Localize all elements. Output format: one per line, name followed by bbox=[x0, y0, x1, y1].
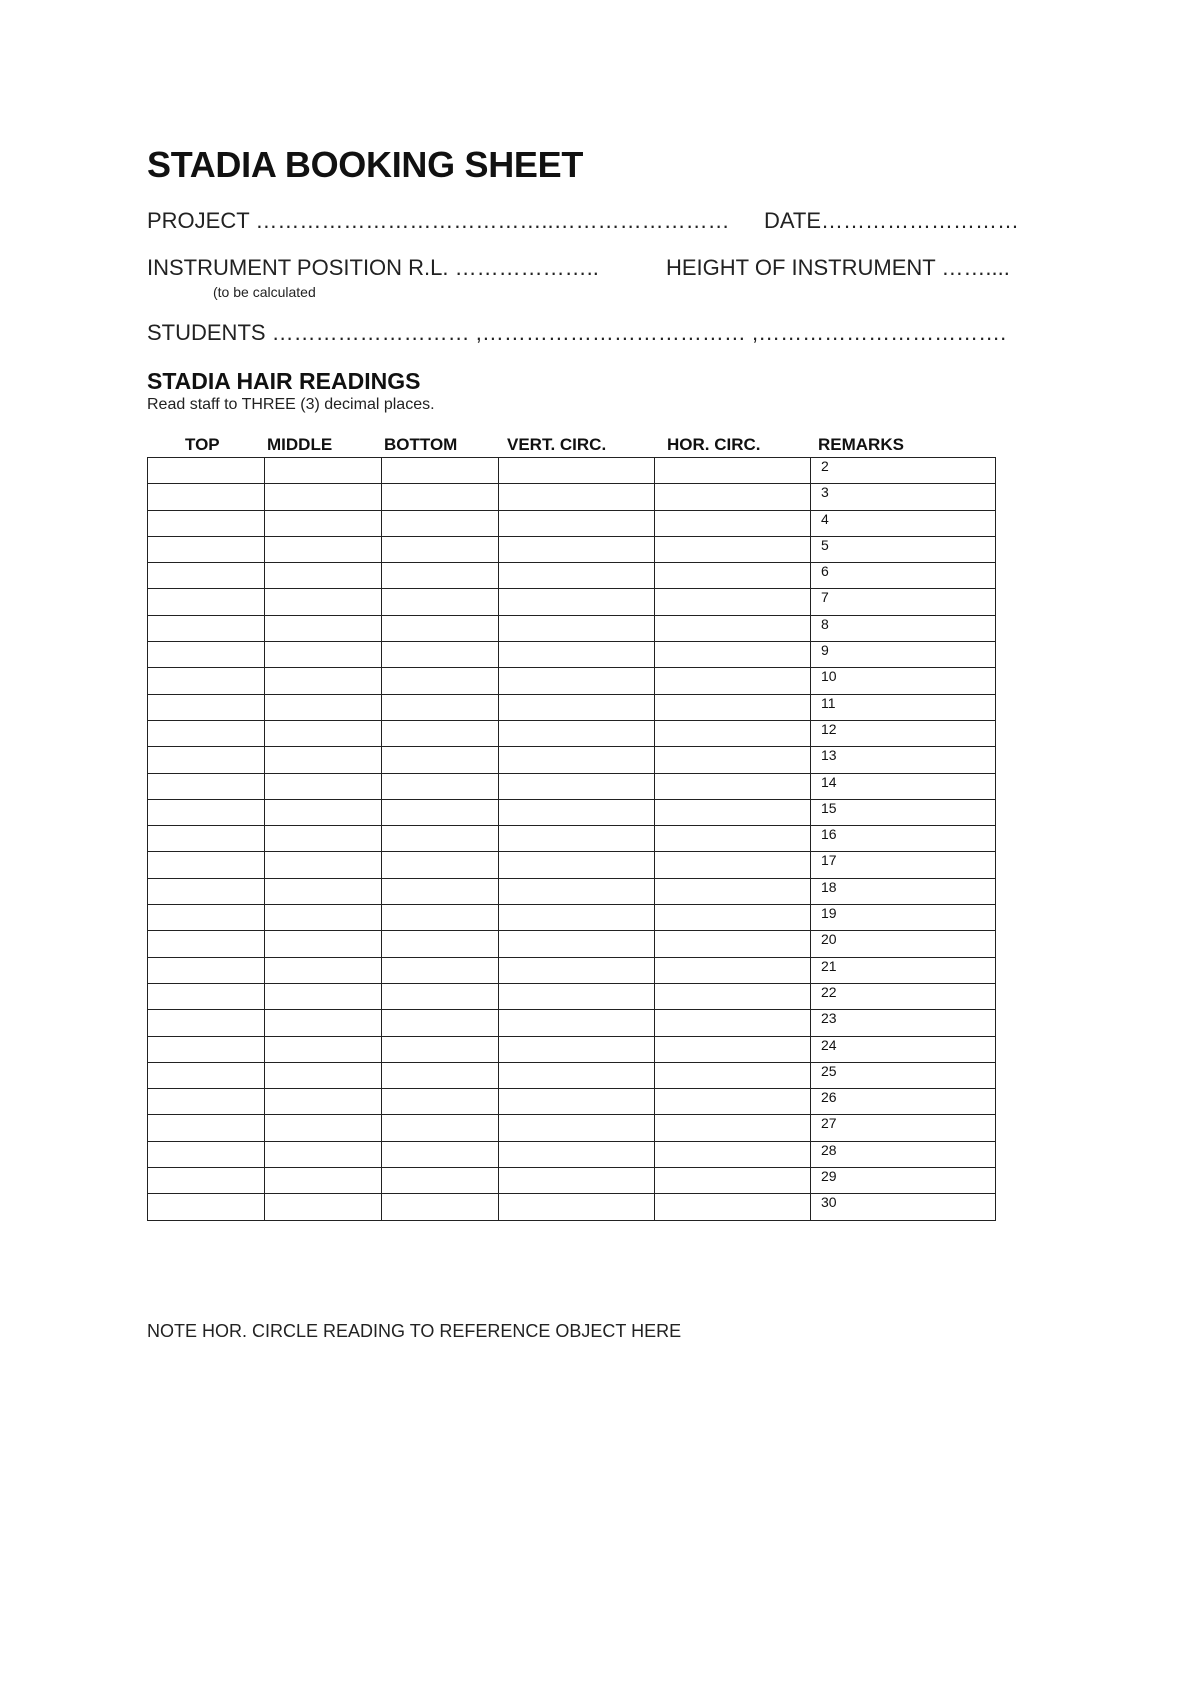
vert-circ-cell[interactable] bbox=[499, 1115, 655, 1141]
vert-circ-cell[interactable] bbox=[499, 720, 655, 746]
table-row bbox=[148, 878, 996, 904]
bottom-cell[interactable] bbox=[382, 458, 499, 484]
hor-circ-cell[interactable] bbox=[655, 642, 811, 668]
top-cell[interactable] bbox=[148, 878, 265, 904]
table-row bbox=[148, 1062, 996, 1088]
hor-circ-cell[interactable] bbox=[655, 931, 811, 957]
vert-circ-cell[interactable] bbox=[499, 1036, 655, 1062]
bottom-cell[interactable] bbox=[382, 484, 499, 510]
bottom-cell[interactable] bbox=[382, 1036, 499, 1062]
hor-circ-cell[interactable] bbox=[655, 1010, 811, 1036]
bottom-cell[interactable] bbox=[382, 1010, 499, 1036]
bottom-cell[interactable] bbox=[382, 668, 499, 694]
vert-circ-cell[interactable] bbox=[499, 589, 655, 615]
column-header-vert-circ: VERT. CIRC. bbox=[507, 435, 607, 454]
top-cell[interactable] bbox=[148, 1141, 265, 1167]
remarks-cell[interactable]: 5 bbox=[811, 536, 996, 562]
hor-circ-cell[interactable] bbox=[655, 720, 811, 746]
bottom-cell[interactable] bbox=[382, 1194, 499, 1220]
vert-circ-cell[interactable] bbox=[499, 1168, 655, 1194]
middle-cell[interactable] bbox=[265, 1194, 382, 1220]
remarks-cell[interactable]: 30 bbox=[811, 1194, 996, 1220]
remarks-cell[interactable]: 4 bbox=[811, 510, 996, 536]
hor-circ-cell[interactable] bbox=[655, 1115, 811, 1141]
middle-cell[interactable] bbox=[265, 1036, 382, 1062]
hor-circ-cell[interactable] bbox=[655, 905, 811, 931]
top-cell[interactable] bbox=[148, 799, 265, 825]
bottom-cell[interactable] bbox=[382, 826, 499, 852]
calculated-note: (to be calculated bbox=[213, 284, 316, 300]
middle-cell[interactable] bbox=[265, 957, 382, 983]
middle-cell[interactable] bbox=[265, 1141, 382, 1167]
remarks-cell[interactable]: 12 bbox=[811, 720, 996, 746]
vert-circ-cell[interactable] bbox=[499, 563, 655, 589]
hor-circ-cell[interactable] bbox=[655, 878, 811, 904]
vert-circ-cell[interactable] bbox=[499, 510, 655, 536]
vert-circ-cell[interactable] bbox=[499, 668, 655, 694]
students-field[interactable]: STUDENTS ……………………… ,……………………………… ,……………………………. bbox=[147, 320, 1007, 345]
vert-circ-cell[interactable] bbox=[499, 484, 655, 510]
vert-circ-cell[interactable] bbox=[499, 878, 655, 904]
top-cell[interactable] bbox=[148, 668, 265, 694]
table-row bbox=[148, 589, 996, 615]
table-row bbox=[148, 1010, 996, 1036]
hor-circ-cell[interactable] bbox=[655, 1168, 811, 1194]
remarks-cell[interactable]: 9 bbox=[811, 642, 996, 668]
table-row bbox=[148, 1141, 996, 1167]
top-cell[interactable] bbox=[148, 484, 265, 510]
bottom-cell[interactable] bbox=[382, 905, 499, 931]
top-cell[interactable] bbox=[148, 1194, 265, 1220]
table-row bbox=[148, 747, 996, 773]
bottom-cell[interactable] bbox=[382, 747, 499, 773]
remarks-cell[interactable]: 2 bbox=[811, 458, 996, 484]
remarks-cell[interactable]: 24 bbox=[811, 1036, 996, 1062]
middle-cell[interactable] bbox=[265, 852, 382, 878]
table-row bbox=[148, 1115, 996, 1141]
table-row bbox=[148, 826, 996, 852]
project-field[interactable]: PROJECT …………………………………..…………………… bbox=[147, 208, 730, 233]
middle-cell[interactable] bbox=[265, 536, 382, 562]
bottom-cell[interactable] bbox=[382, 1062, 499, 1088]
column-header-remarks: REMARKS bbox=[818, 435, 904, 454]
vert-circ-cell[interactable] bbox=[499, 458, 655, 484]
table-row bbox=[148, 642, 996, 668]
top-cell[interactable] bbox=[148, 458, 265, 484]
middle-cell[interactable] bbox=[265, 642, 382, 668]
date-field[interactable]: DATE……………………… bbox=[764, 208, 1020, 233]
bottom-cell[interactable] bbox=[382, 1115, 499, 1141]
hor-circ-cell[interactable] bbox=[655, 694, 811, 720]
vert-circ-cell[interactable] bbox=[499, 826, 655, 852]
hor-circ-cell[interactable] bbox=[655, 668, 811, 694]
remarks-cell[interactable]: 21 bbox=[811, 957, 996, 983]
remarks-cell[interactable]: 7 bbox=[811, 589, 996, 615]
bottom-cell[interactable] bbox=[382, 799, 499, 825]
remarks-cell[interactable]: 29 bbox=[811, 1168, 996, 1194]
table-row bbox=[148, 957, 996, 983]
remarks-cell[interactable]: 3 bbox=[811, 484, 996, 510]
middle-cell[interactable] bbox=[265, 720, 382, 746]
hor-circ-cell[interactable] bbox=[655, 1062, 811, 1088]
vert-circ-cell[interactable] bbox=[499, 1010, 655, 1036]
hor-circ-cell[interactable] bbox=[655, 983, 811, 1009]
remarks-cell[interactable]: 23 bbox=[811, 1010, 996, 1036]
remarks-cell[interactable]: 27 bbox=[811, 1115, 996, 1141]
table-row bbox=[148, 563, 996, 589]
top-cell[interactable] bbox=[148, 615, 265, 641]
vert-circ-cell[interactable] bbox=[499, 615, 655, 641]
table-row bbox=[148, 720, 996, 746]
bottom-cell[interactable] bbox=[382, 615, 499, 641]
top-cell[interactable] bbox=[148, 852, 265, 878]
hor-circ-cell[interactable] bbox=[655, 1194, 811, 1220]
top-cell[interactable] bbox=[148, 957, 265, 983]
table-row bbox=[148, 773, 996, 799]
table-row bbox=[148, 458, 996, 484]
middle-cell[interactable] bbox=[265, 747, 382, 773]
section-title: STADIA HAIR READINGS bbox=[147, 368, 421, 394]
top-cell[interactable] bbox=[148, 510, 265, 536]
middle-cell[interactable] bbox=[265, 563, 382, 589]
vert-circ-cell[interactable] bbox=[499, 773, 655, 799]
middle-cell[interactable] bbox=[265, 1089, 382, 1115]
table-row bbox=[148, 1194, 996, 1220]
remarks-cell[interactable]: 18 bbox=[811, 878, 996, 904]
bottom-cell[interactable] bbox=[382, 931, 499, 957]
middle-cell[interactable] bbox=[265, 668, 382, 694]
top-cell[interactable] bbox=[148, 1062, 265, 1088]
bottom-cell[interactable] bbox=[382, 642, 499, 668]
vert-circ-cell[interactable] bbox=[499, 957, 655, 983]
vert-circ-cell[interactable] bbox=[499, 747, 655, 773]
bottom-cell[interactable] bbox=[382, 983, 499, 1009]
remarks-cell[interactable]: 6 bbox=[811, 563, 996, 589]
table-row bbox=[148, 668, 996, 694]
section-subtitle: Read staff to THREE (3) decimal places. bbox=[147, 396, 435, 413]
remarks-cell[interactable]: 10 bbox=[811, 668, 996, 694]
top-cell[interactable] bbox=[148, 1089, 265, 1115]
remarks-cell[interactable]: 17 bbox=[811, 852, 996, 878]
vert-circ-cell[interactable] bbox=[499, 983, 655, 1009]
top-cell[interactable] bbox=[148, 747, 265, 773]
middle-cell[interactable] bbox=[265, 826, 382, 852]
bottom-cell[interactable] bbox=[382, 536, 499, 562]
top-cell[interactable] bbox=[148, 720, 265, 746]
bottom-cell[interactable] bbox=[382, 878, 499, 904]
vert-circ-cell[interactable] bbox=[499, 642, 655, 668]
hor-circ-cell[interactable] bbox=[655, 1089, 811, 1115]
hor-circ-cell[interactable] bbox=[655, 510, 811, 536]
height-of-instrument-field[interactable]: HEIGHT OF INSTRUMENT …….... bbox=[666, 255, 1010, 280]
footer-note: NOTE HOR. CIRCLE READING TO REFERENCE OBJECT HERE bbox=[147, 1321, 682, 1341]
vert-circ-cell[interactable] bbox=[499, 905, 655, 931]
readings-table bbox=[147, 457, 996, 1221]
vert-circ-cell[interactable] bbox=[499, 852, 655, 878]
remarks-cell[interactable]: 11 bbox=[811, 694, 996, 720]
table-row bbox=[148, 905, 996, 931]
column-header-top: TOP bbox=[185, 435, 220, 454]
bottom-cell[interactable] bbox=[382, 694, 499, 720]
remarks-cell[interactable]: 26 bbox=[811, 1089, 996, 1115]
table-row bbox=[148, 983, 996, 1009]
remarks-cell[interactable]: 14 bbox=[811, 773, 996, 799]
hor-circ-cell[interactable] bbox=[655, 615, 811, 641]
hor-circ-cell[interactable] bbox=[655, 563, 811, 589]
remarks-cell[interactable]: 15 bbox=[811, 799, 996, 825]
table-row bbox=[148, 615, 996, 641]
hor-circ-cell[interactable] bbox=[655, 747, 811, 773]
middle-cell[interactable] bbox=[265, 615, 382, 641]
vert-circ-cell[interactable] bbox=[499, 536, 655, 562]
table-row bbox=[148, 510, 996, 536]
vert-circ-cell[interactable] bbox=[499, 931, 655, 957]
hor-circ-cell[interactable] bbox=[655, 1141, 811, 1167]
middle-cell[interactable] bbox=[265, 1062, 382, 1088]
top-cell[interactable] bbox=[148, 536, 265, 562]
top-cell[interactable] bbox=[148, 983, 265, 1009]
middle-cell[interactable] bbox=[265, 983, 382, 1009]
top-cell[interactable] bbox=[148, 563, 265, 589]
top-cell[interactable] bbox=[148, 931, 265, 957]
remarks-cell[interactable]: 22 bbox=[811, 983, 996, 1009]
top-cell[interactable] bbox=[148, 773, 265, 799]
hor-circ-cell[interactable] bbox=[655, 589, 811, 615]
remarks-cell[interactable]: 19 bbox=[811, 905, 996, 931]
table-row bbox=[148, 694, 996, 720]
hor-circ-cell[interactable] bbox=[655, 957, 811, 983]
bottom-cell[interactable] bbox=[382, 563, 499, 589]
bottom-cell[interactable] bbox=[382, 589, 499, 615]
hor-circ-cell[interactable] bbox=[655, 484, 811, 510]
table-row bbox=[148, 1036, 996, 1062]
hor-circ-cell[interactable] bbox=[655, 799, 811, 825]
vert-circ-cell[interactable] bbox=[499, 1141, 655, 1167]
top-cell[interactable] bbox=[148, 826, 265, 852]
table-row bbox=[148, 931, 996, 957]
bottom-cell[interactable] bbox=[382, 957, 499, 983]
middle-cell[interactable] bbox=[265, 484, 382, 510]
table-row bbox=[148, 1089, 996, 1115]
middle-cell[interactable] bbox=[265, 510, 382, 536]
top-cell[interactable] bbox=[148, 1010, 265, 1036]
middle-cell[interactable] bbox=[265, 1115, 382, 1141]
column-header-bottom: BOTTOM bbox=[384, 435, 458, 454]
bottom-cell[interactable] bbox=[382, 1089, 499, 1115]
remarks-cell[interactable]: 28 bbox=[811, 1141, 996, 1167]
middle-cell[interactable] bbox=[265, 931, 382, 957]
bottom-cell[interactable] bbox=[382, 1168, 499, 1194]
hor-circ-cell[interactable] bbox=[655, 852, 811, 878]
middle-cell[interactable] bbox=[265, 458, 382, 484]
vert-circ-cell[interactable] bbox=[499, 799, 655, 825]
middle-cell[interactable] bbox=[265, 694, 382, 720]
top-cell[interactable] bbox=[148, 1115, 265, 1141]
middle-cell[interactable] bbox=[265, 589, 382, 615]
bottom-cell[interactable] bbox=[382, 852, 499, 878]
instrument-position-field[interactable]: INSTRUMENT POSITION R.L. ……………….. bbox=[147, 255, 599, 280]
page-title: STADIA BOOKING SHEET bbox=[147, 144, 584, 185]
vert-circ-cell[interactable] bbox=[499, 694, 655, 720]
remarks-cell[interactable]: 13 bbox=[811, 747, 996, 773]
hor-circ-cell[interactable] bbox=[655, 536, 811, 562]
remarks-cell[interactable]: 8 bbox=[811, 615, 996, 641]
top-cell[interactable] bbox=[148, 642, 265, 668]
table-row bbox=[148, 536, 996, 562]
middle-cell[interactable] bbox=[265, 773, 382, 799]
middle-cell[interactable] bbox=[265, 1010, 382, 1036]
table-row bbox=[148, 1168, 996, 1194]
bottom-cell[interactable] bbox=[382, 1141, 499, 1167]
table-row bbox=[148, 799, 996, 825]
bottom-cell[interactable] bbox=[382, 720, 499, 746]
top-cell[interactable] bbox=[148, 1168, 265, 1194]
top-cell[interactable] bbox=[148, 694, 265, 720]
table-row bbox=[148, 484, 996, 510]
middle-cell[interactable] bbox=[265, 878, 382, 904]
middle-cell[interactable] bbox=[265, 1168, 382, 1194]
vert-circ-cell[interactable] bbox=[499, 1194, 655, 1220]
remarks-cell[interactable]: 20 bbox=[811, 931, 996, 957]
column-header-middle: MIDDLE bbox=[267, 435, 333, 454]
top-cell[interactable] bbox=[148, 905, 265, 931]
hor-circ-cell[interactable] bbox=[655, 773, 811, 799]
vert-circ-cell[interactable] bbox=[499, 1089, 655, 1115]
top-cell[interactable] bbox=[148, 589, 265, 615]
bottom-cell[interactable] bbox=[382, 773, 499, 799]
middle-cell[interactable] bbox=[265, 799, 382, 825]
hor-circ-cell[interactable] bbox=[655, 458, 811, 484]
remarks-cell[interactable]: 16 bbox=[811, 826, 996, 852]
hor-circ-cell[interactable] bbox=[655, 1036, 811, 1062]
bottom-cell[interactable] bbox=[382, 510, 499, 536]
vert-circ-cell[interactable] bbox=[499, 1062, 655, 1088]
column-header-hor-circ: HOR. CIRC. bbox=[667, 435, 761, 454]
middle-cell[interactable] bbox=[265, 905, 382, 931]
hor-circ-cell[interactable] bbox=[655, 826, 811, 852]
top-cell[interactable] bbox=[148, 1036, 265, 1062]
remarks-cell[interactable]: 25 bbox=[811, 1062, 996, 1088]
table-row bbox=[148, 852, 996, 878]
